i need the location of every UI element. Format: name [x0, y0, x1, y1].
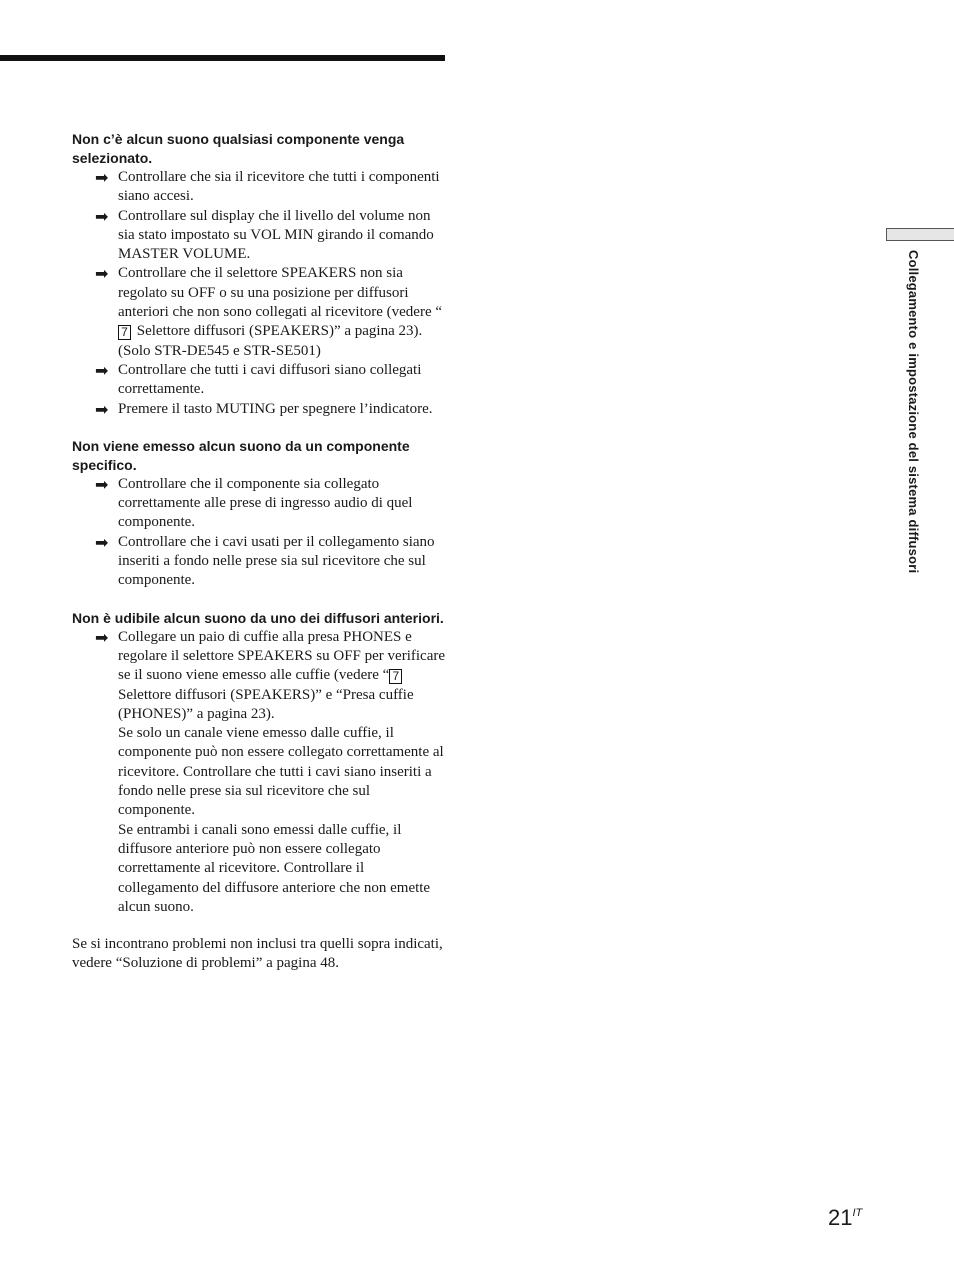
arrow-right-icon: ➡ — [95, 168, 109, 187]
list-item — [72, 475, 447, 533]
page-language-suffix: IT — [852, 1207, 863, 1219]
footer-note: Se si incontrano problemi non inclusi tra quelli sopra indicati, vedere “Soluzione di problemi” a pagina 48. — [72, 936, 443, 972]
list-item — [72, 628, 447, 917]
page-number — [828, 1205, 862, 1231]
section-specific-component — [72, 437, 447, 591]
item-text: Collegare un paio di cuffie alla presa PHONES e regolare il selettore SPEAKERS su OFF per verificare se il suono viene emesso alle cuffie (vedere “ — [118, 628, 446, 684]
item-text: Selettore diffusori (SPEAKERS)” e “Presa cuffie (PHONES)” a pagina 23). — [118, 686, 414, 722]
arrow-right-icon: ➡ — [95, 264, 109, 284]
item-paragraph: Se entrambi i canali sono emessi dalle cuffie, il diffusore anteriore può non essere collegato correttamente al ricevitore. Controllare il collegamento del diffusore anteriore che non emette alcun suono. — [118, 821, 431, 915]
item-paragraph — [118, 628, 447, 724]
item-text: Controllare che sia il ricevitore che tutti i componenti siano accesi. — [118, 169, 440, 205]
list-item — [72, 400, 447, 419]
section-heading: Non viene emesso alcun suono da un componente specifico. — [72, 437, 410, 473]
boxed-number: 7 — [389, 669, 402, 684]
list-item — [72, 533, 447, 591]
side-tab-marker — [886, 228, 954, 241]
section-front-speaker — [72, 609, 447, 917]
item-text: Controllare che i cavi usati per il collegamento siano inseriti a fondo nelle prese sia sul ricevitore che sul componente. — [118, 533, 435, 589]
item-text: Controllare che tutti i cavi diffusori siano collegati correttamente. — [118, 361, 422, 398]
list-item — [72, 168, 447, 207]
section-no-sound — [72, 130, 447, 419]
arrow-right-icon: ➡ — [95, 532, 109, 552]
list-item — [72, 361, 447, 400]
section-heading: Non è udibile alcun suono da uno dei diffusori anteriori. — [72, 609, 444, 626]
arrow-right-icon: ➡ — [95, 399, 109, 419]
item-text: Selettore diffusori (SPEAKERS)” a pagina 23). (Solo STR-DE545 e STR-SE501) — [118, 323, 423, 359]
section-heading: Non c’è alcun suono qualsiasi componente venga selezionato. — [72, 131, 405, 166]
boxed-number: 7 — [118, 325, 131, 340]
arrow-right-icon: ➡ — [95, 206, 109, 226]
page-number-value: 21 — [828, 1205, 853, 1230]
arrow-right-icon: ➡ — [95, 627, 109, 647]
arrow-right-icon: ➡ — [95, 360, 109, 380]
top-rule — [0, 55, 445, 61]
item-text: Controllare sul display che il livello del volume non sia stato impostato su VOL MIN girando il comando MASTER VOLUME. — [118, 207, 434, 263]
item-paragraph: Se solo un canale viene emesso dalle cuffie, il componente può non essere collegato correttamente al ricevitore. Controllare che tutti i cavi siano inseriti a fondo nelle prese sia sul ricevitore che sul componente. — [118, 725, 444, 819]
list-item — [72, 207, 447, 265]
item-text: Controllare che il selettore SPEAKERS non sia regolato su OFF o su una posizione per diffusori anteriori che non sono collegati al ricevitore (vedere “ — [118, 265, 443, 321]
list-item — [72, 264, 447, 360]
arrow-right-icon: ➡ — [95, 474, 109, 494]
side-section-title: Collegamento e impostazione del sistema diffusori — [906, 250, 921, 574]
item-text: Controllare che il componente sia collegato correttamente alle prese di ingresso audio di quel componente. — [118, 475, 413, 531]
main-content — [72, 130, 447, 989]
item-text: Premere il tasto MUTING per spegnere l’indicatore. — [118, 400, 433, 417]
